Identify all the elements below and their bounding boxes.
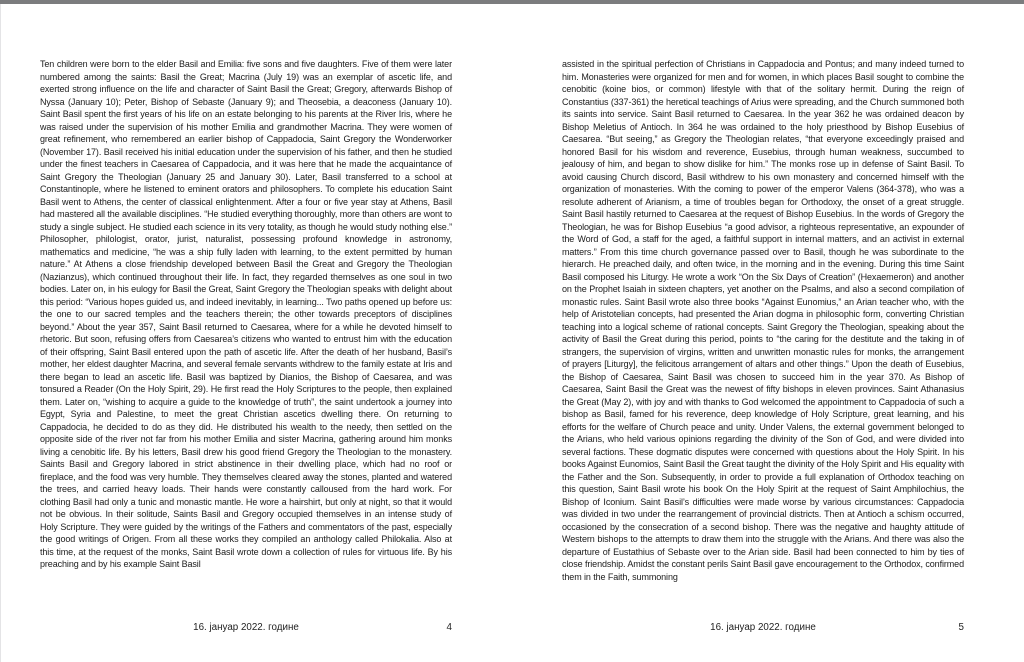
footer-date: 16. јануар 2022. године bbox=[710, 622, 816, 633]
page-number: 4 bbox=[446, 622, 452, 633]
page-4 bbox=[40, 58, 452, 654]
page-4-body-text: Ten children were born to the elder Basil and Emilia: five sons and five daughters. Five of them were later numbered among the saints: Basil the Great; Macrina (July 19) was an exemplar of ascetic life, and exerted strong influence on the life and character of Saint Basil the Great; Gregory, afterwards Bishop of Nyssa (January 10); Peter, Bishop of Sebaste (January 9); and Theosebia, a deaconess (January 10). Saint Basil spent the first years of his life on an estate belonging to his parents at the River Iris, where he was raised under the supervision of his mother Emilia and grandmother Macrina. They were women of great refinement, who remembered an earlier bishop of Cappadocia, Saint Gregory the Wonderworker (November 17). Basil received his initial education under the supervision of his father, and then he studied under the finest teachers in Caesarea of Cappadocia, and it was here that he made the acquaintance of Saint Gregory the Theologian (January 25 and January 30). Later, Basil transferred to a school at Constantinople, where he listened to eminent orators and philosophers. To complete his education Saint Basil went to Athens, the center of classical enlightenment. After a four or five year stay at Athens, Basil had mastered all the available disciplines. “He studied everything thoroughly, more than others are wont to study a single subject. He studied each science in its very totality, as though he would study nothing else.” Philosopher, philologist, orator, jurist, naturalist, possessing profound knowledge in astronomy, mathematics and medicine, “he was a ship fully laden with learning, to the extent permitted by human nature.” At Athens a close friendship developed between Basil the Great and Gregory the Theologian (Nazianzus), which continued throughout their life. In fact, they regarded themselves as one soul in two bodies. Later on, in his eulogy for Basil the Great, Saint Gregory the Theologian speaks with delight about this period: “Various hopes guided us, and indeed inevitably, in learning... Two paths opened up before us: the one to our sacred temples and the teachers therein; the other towards preceptors of disciplines beyond.” About the year 357, Saint Basil returned to Caesarea, where for a while he devoted himself to rhetoric. But soon, refusing offers from Caesarea’s citizens who wanted to entrust him with the education of their offspring, Saint Basil entered upon the path of ascetic life. After the death of her husband, Basil’s mother, her eldest daughter Macrina, and several female servants withdrew to the family estate at Iris and there began to lead an ascetic life. Basil was baptized by Dianios, the Bishop of Caesarea, and was tonsured a Reader (On the Holy Spirit, 29). He first read the Holy Scriptures to the people, then explained them. Later on, “wishing to acquire a guide to the knowledge of truth”, the saint undertook a journey into Egypt, Syria and Palestine, to meet the great Christian ascetics dwelling there. On returning to Cappadocia, he decided to do as they did. He distributed his wealth to the needy, then settled on the opposite side of the river not far from his mother Emilia and sister Macrina, gathering around him monks living a cenobitic life. By his letters, Basil drew his good friend Gregory the Theologian to the monastery. Saints Basil and Gregory labored in strict abstinence in their dwelling place, which had no roof or fireplace, and the food was very humble. They themselves cleared away the stones, planted and watered the trees, and carried heavy loads. Their hands were constantly calloused from the hard work. For clothing Basil had only a tunic and monastic mantle. He wore a hairshirt, but only at night, so that it would not be obvious. In their solitude, Saints Basil and Gregory occupied themselves in an intense study of Holy Scripture. They were guided by the writings of the Fathers and commentators of the past, especially the good writings of Origen. From all these works they compiled an anthology called Philokalia. Also at this time, at the request of the monks, Saint Basil wrote down a collection of rules for virtuous life. By his preaching and by his example Saint Basil bbox=[40, 59, 452, 569]
page-5-body-text: assisted in the spiritual perfection of Christians in Cappadocia and Pontus; and many indeed turned to him. Monasteries were organized for men and for women, in which places Basil sought to combine the cenobitic (koine bios, or common) lifestyle with that of the solitary hermit. During the reign of Constantius (337-361) the heretical teachings of Arius were spreading, and the Church summoned both its saints into service. Saint Basil returned to Caesarea. In the year 362 he was ordained deacon by Bishop Meletius of Antioch. In 364 he was ordained to the holy priesthood by Bishop Eusebius of Caesarea. “But seeing,” as Gregory the Theologian relates, “that everyone exceedingly praised and honored Basil for his wisdom and reverence, Eusebius, through human weakness, succumbed to jealousy of him, and began to show dislike for him.” The monks rose up in defense of Saint Basil. To avoid causing Church discord, Basil withdrew to his own monastery and concerned himself with the organization of monasteries. With the coming to power of the emperor Valens (364-378), who was a resolute adherent of Arianism, a time of troubles began for Orthodoxy, the onset of a great struggle. Saint Basil hastily returned to Caesarea at the request of Bishop Eusebius. In the words of Gregory the Theologian, he was for Bishop Eusebius “a good advisor, a righteous representative, an expounder of the Word of God, a staff for the aged, a faithful support in internal matters, and an activist in external matters.” From this time church governance passed over to Basil, though he was subordinate to the hierarch. He preached daily, and often twice, in the morning and in the evening. During this time Saint Basil composed his Liturgy. He wrote a work “On the Six Days of Creation” (Hexaemeron) and another on the Prophet Isaiah in sixteen chapters, yet another on the Psalms, and also a second compilation of monastic rules. Saint Basil wrote also three books “Against Eunomius,” an Arian teacher who, with the help of Aristotelian concepts, had presented the Arian dogma in philosophic form, converting Christian teaching into a logical scheme of rational concepts. Saint Gregory the Theologian, speaking about the activity of Basil the Great during this period, points to “the caring for the destitute and the taking in of strangers, the supervision of virgins, written and unwritten monastic rules for monks, the arrangement of prayers [Liturgy], the felicitous arrangement of altars and other things.” Upon the death of Eusebius, the Bishop of Caesarea, Saint Basil was chosen to succeed him in the year 370. As Bishop of Caesarea, Saint Basil the Great was the newest of fifty bishops in eleven provinces. Saint Athanasius the Great (May 2), with joy and with thanks to God welcomed the appointment to Cappadocia of such a bishop as Basil, famed for his reverence, deep knowledge of Holy Scripture, great learning, and his efforts for the welfare of Church peace and unity. Under Valens, the external government belonged to the Arians, who held various opinions regarding the divinity of the Son of God, and were divided into several factions. These dogmatic disputes were concerned with questions about the Holy Spirit. In his books Against Eunomios, Saint Basil the Great taught the divinity of the Holy Spirit and His equality with the Father and the Son. Subsequently, in order to provide a full explanation of Orthodox teaching on this question, Saint Basil wrote his book On the Holy Spirit at the request of Saint Amphilochius, the Bishop of Iconium. Saint Basil’s difficulties were made worse by various circumstances: Cappadocia was divided in two under the rearrangement of provincial districts. Then at Antioch a schism occurred, occasioned by the consecration of a second bishop. There was the negative and haughty attitude of Western bishops to the attempts to draw them into the struggle with the Arians. And there was also the departure of Eustathius of Sebaste over to the Arian side. Basil had been connected to him by ties of close friendship. Amidst the constant perils Saint Basil gave encouragement to the Orthodox, confirmed them in the Faith, summoning bbox=[562, 59, 964, 582]
page-5-footer bbox=[562, 622, 964, 636]
page-number: 5 bbox=[958, 622, 964, 633]
page-5 bbox=[562, 58, 964, 654]
page-4-footer bbox=[40, 622, 452, 636]
footer-date: 16. јануар 2022. године bbox=[193, 622, 299, 633]
